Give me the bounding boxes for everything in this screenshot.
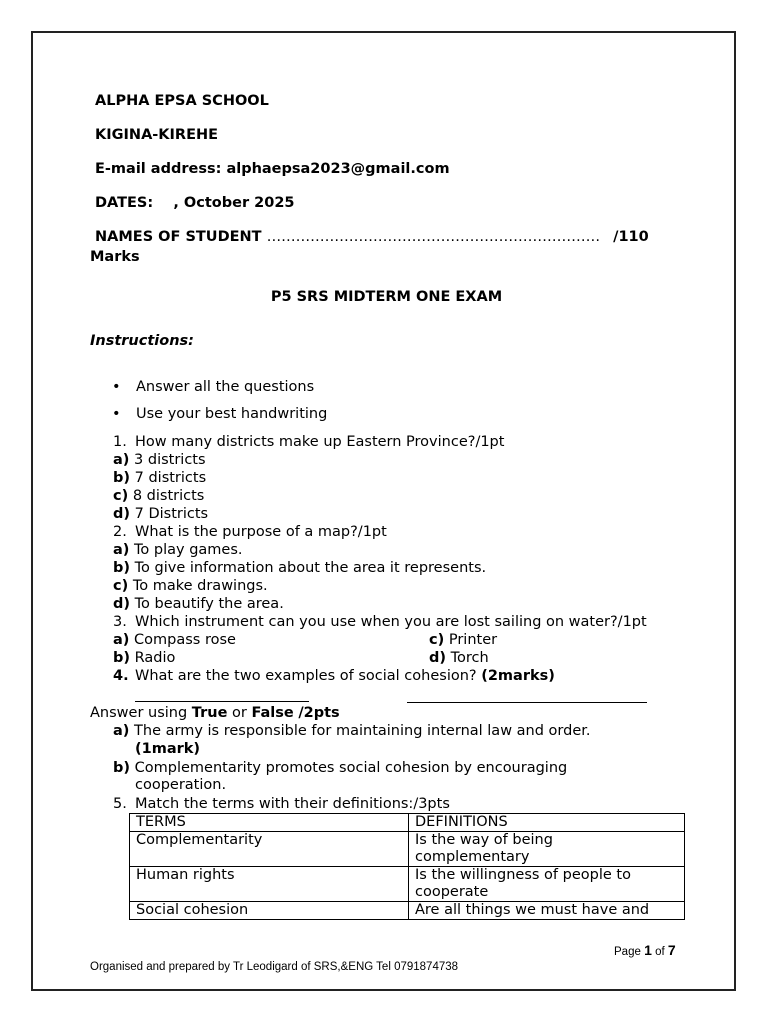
question-2-text: What is the purpose of a map?/1pt <box>135 524 387 540</box>
student-name-dots: …………………………………………………………… <box>266 229 601 245</box>
question-3-number: 3. <box>113 614 127 630</box>
question-2-option: c) To make drawings. <box>113 578 268 594</box>
term-cell: Complementarity <box>130 832 409 867</box>
exam-date: DATES: , October 2025 <box>95 195 295 211</box>
term-cell: Human rights <box>130 867 409 902</box>
table-header-definitions: DEFINITIONS <box>409 814 685 832</box>
question-1-option: a) 3 districts <box>113 452 206 468</box>
question-3-option: c) Printer <box>429 632 498 648</box>
true-false-item: a) The army is responsible for maintaining internal law and order. <box>113 723 591 739</box>
matching-table <box>129 813 685 920</box>
question-3-option: d) Torch <box>429 650 489 666</box>
school-name: ALPHA EPSA SCHOOL <box>95 93 269 109</box>
true-false-item: b) Complementarity promotes social cohesion by encouraging <box>113 760 568 776</box>
true-false-item-continued: cooperation. <box>135 777 227 793</box>
exam-title: P5 SRS MIDTERM ONE EXAM <box>270 289 503 305</box>
bullet-icon: • <box>112 406 121 422</box>
question-2-option: d) To beautify the area. <box>113 596 284 612</box>
school-location: KIGINA-KIREHE <box>95 127 219 143</box>
question-1-text: How many districts make up Eastern Province?/1pt <box>135 434 505 450</box>
instructions-heading: Instructions: <box>90 333 194 349</box>
question-1-option: b) 7 districts <box>113 470 207 486</box>
marks-word: Marks <box>90 249 140 265</box>
question-4-number: 4. <box>113 668 129 684</box>
question-3-text: Which instrument can you use when you are lost sailing on water?/1pt <box>135 614 647 630</box>
question-5-text: Match the terms with their definitions:/3pts <box>135 796 450 812</box>
question-4-text: What are the two examples of social cohesion? (2marks) <box>135 668 555 684</box>
question-2-number: 2. <box>113 524 127 540</box>
question-1-number: 1. <box>113 434 127 450</box>
true-false-marks: (1mark) <box>135 741 201 757</box>
student-name-line <box>95 229 649 245</box>
question-3-option: a) Compass rose <box>113 632 236 648</box>
definition-cell: Is the willingness of people to cooperate <box>409 867 685 902</box>
definition-cell: Is the way of being complementary <box>409 832 685 867</box>
table-row <box>130 832 685 867</box>
table-header-terms: TERMS <box>130 814 409 832</box>
marks-total: /110 <box>613 229 649 245</box>
table-header-row <box>130 814 685 832</box>
true-false-instruction: Answer using True or False /2pts <box>90 705 340 721</box>
answer-blank[interactable] <box>407 702 647 703</box>
term-cell: Social cohesion <box>130 902 409 920</box>
question-1-option: c) 8 districts <box>113 488 205 504</box>
answer-blank[interactable] <box>135 701 309 702</box>
definition-cell: Are all things we must have and <box>409 902 685 920</box>
footer-credit: Organised and prepared by Tr Leodigard of SRS,&ENG Tel 0791874738 <box>90 961 459 973</box>
bullet-icon: • <box>112 379 121 395</box>
question-2-option: b) To give information about the area it represents. <box>113 560 487 576</box>
student-name-label: NAMES OF STUDENT <box>95 229 262 245</box>
school-email: E-mail address: alphaepsa2023@gmail.com <box>95 161 450 177</box>
question-1-option: d) 7 Districts <box>113 506 209 522</box>
table-row <box>130 867 685 902</box>
table-row <box>130 902 685 920</box>
question-5-number: 5. <box>113 796 127 812</box>
question-3-option: b) Radio <box>113 650 176 666</box>
question-2-option: a) To play games. <box>113 542 243 558</box>
page-number: Page 1 of 7 <box>614 942 676 958</box>
